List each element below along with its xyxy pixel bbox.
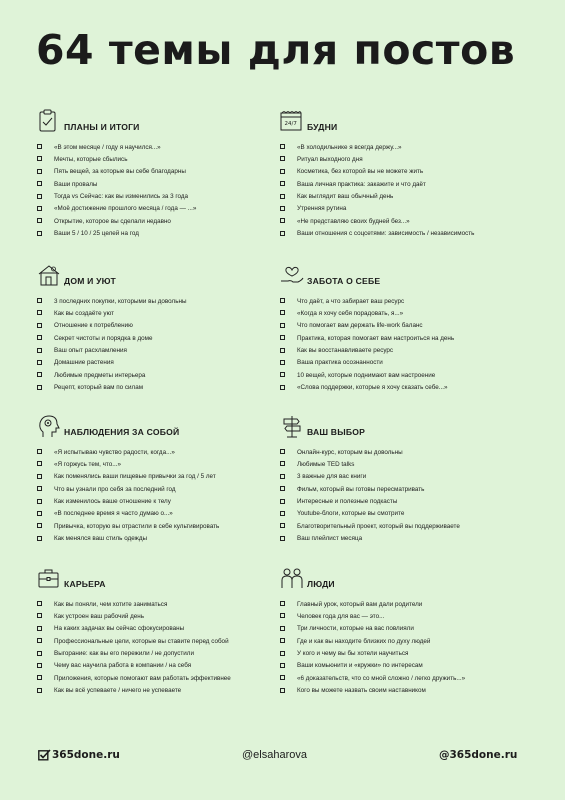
section-3 [37, 262, 287, 394]
topic-text: Любимые предметы интерьера [54, 371, 146, 379]
topic-text: Профессиональные цели, которые вы ставите перед собой [54, 637, 229, 645]
topic-text: Ваш плейлист месяца [297, 535, 363, 543]
topic-text: «Слова поддержки, которые я хочу сказать себе...» [297, 384, 448, 392]
checkbox[interactable] [280, 638, 285, 643]
section-7 [37, 565, 287, 697]
topic-text: Косметика, без которой вы не можете жить [297, 168, 424, 176]
checkbox[interactable] [280, 372, 285, 377]
topic-item [280, 191, 530, 203]
topic-item [280, 533, 530, 545]
topic-item [37, 228, 287, 240]
checkbox[interactable] [280, 169, 285, 174]
topic-item [280, 458, 530, 470]
topic-item [37, 672, 287, 684]
topic-text: Выгорание: как вы его пережили / не допустили [54, 650, 194, 658]
topic-item [280, 660, 530, 672]
topic-text: Ваша практика осознанности [297, 359, 383, 367]
topic-text: Человек года для вас — это... [297, 612, 385, 620]
checkbox[interactable] [37, 181, 42, 186]
topic-text: «В этом месяце / году я научился...» [54, 143, 161, 151]
topic-text: Как выглядит ваш обычный день [297, 193, 394, 201]
topic-item [280, 382, 530, 394]
checkbox[interactable] [37, 663, 42, 668]
topic-item [280, 295, 530, 307]
checkbox[interactable] [280, 218, 285, 223]
topic-item [280, 320, 530, 332]
topic-text: Где и как вы находите близких по духу людей [297, 637, 431, 645]
topic-text: 3 важные для вас книги [297, 473, 367, 481]
checkbox[interactable] [280, 385, 285, 390]
checkbox[interactable] [280, 675, 285, 680]
checkbox[interactable] [280, 181, 285, 186]
topic-text: Приложения, которые помогают вам работать эффективнее [54, 674, 231, 682]
topic-item [37, 648, 287, 660]
topic-item [280, 178, 530, 190]
topic-item [280, 166, 530, 178]
section-header [280, 108, 530, 138]
topic-item [280, 483, 530, 495]
topic-text: «Я испытываю чувство радости, когда...» [54, 448, 175, 456]
section-header [280, 262, 530, 292]
svg-text:24/7: 24/7 [284, 121, 297, 127]
topic-item [280, 141, 530, 153]
topic-text: Утренняя рутина [297, 205, 347, 213]
checkbox[interactable] [37, 385, 42, 390]
topic-item [280, 508, 530, 520]
topic-text: «Не представляю своих будней без...» [297, 217, 410, 225]
topic-text: Интересные и полезные подкасты [297, 498, 398, 506]
topic-text: Как вы поняли, чем хотите заниматься [54, 600, 168, 608]
topic-text: Любимые TED talks [297, 460, 355, 468]
head-gear-icon [37, 413, 61, 439]
topic-text: 3 последних покупки, которыми вы довольны [54, 297, 187, 305]
checkbox[interactable] [280, 499, 285, 504]
topic-text: «Моё достижение прошлого месяца / года — ...» [54, 205, 197, 213]
topic-item [280, 307, 530, 319]
section-1 [37, 108, 287, 240]
topic-item [37, 345, 287, 357]
checkbox[interactable] [280, 231, 285, 236]
section-title: БУДНИ [307, 122, 338, 132]
checkbox[interactable] [37, 511, 42, 516]
checkbox[interactable] [280, 449, 285, 454]
topic-text: Как изменилось ваше отношение к телу [54, 498, 171, 506]
section-title: ЗАБОТА О СЕБЕ [307, 276, 381, 286]
topic-text: Домашние растения [54, 359, 114, 367]
topic-item [37, 508, 287, 520]
checkbox[interactable] [280, 156, 285, 161]
checkbox[interactable] [37, 323, 42, 328]
topic-text: Как устроен ваш рабочий день [54, 612, 145, 620]
footer-site-logo [38, 749, 120, 761]
section-header [280, 413, 530, 443]
checkbox[interactable] [280, 298, 285, 303]
topic-text: Отношение к потреблению [54, 322, 133, 330]
section-6 [280, 413, 530, 545]
section-header [280, 565, 530, 595]
checkbox[interactable] [37, 638, 42, 643]
checkbox[interactable] [37, 372, 42, 377]
topic-text: Как поменялись ваши пищевые привычки за год / 5 лет [54, 473, 216, 481]
section-title: ЛЮДИ [307, 579, 335, 589]
topic-item [280, 598, 530, 610]
checkbox[interactable] [37, 144, 42, 149]
topic-text: Ваши 5 / 10 / 25 целей на год [54, 230, 139, 238]
topic-text: Пять вещей, за которые вы себе благодарны [54, 168, 186, 176]
section-title: НАБЛЮДЕНИЯ ЗА СОБОЙ [64, 427, 180, 437]
checkbox[interactable] [280, 536, 285, 541]
topic-item [37, 635, 287, 647]
checkbox[interactable] [280, 461, 285, 466]
topic-item [280, 471, 530, 483]
topic-item [37, 382, 287, 394]
topic-item [280, 610, 530, 622]
topic-item [37, 307, 287, 319]
people-icon [280, 565, 304, 591]
topic-text: 10 вещей, которые поднимают вам настроение [297, 371, 436, 379]
topic-item [280, 345, 530, 357]
topic-item [280, 203, 530, 215]
topic-item [37, 153, 287, 165]
checkbox[interactable] [280, 360, 285, 365]
checkbox[interactable] [280, 323, 285, 328]
clipboard-icon [37, 108, 61, 134]
house-icon [37, 262, 61, 288]
topic-text: У кого и чему вы бы хотели научиться [297, 650, 409, 658]
topic-item [280, 215, 530, 227]
checkbox[interactable] [37, 310, 42, 315]
checkbox[interactable] [280, 511, 285, 516]
checkbox[interactable] [280, 194, 285, 199]
topic-text: Как менялся ваш стиль одежды [54, 535, 148, 543]
topic-text: Практика, которая помогает вам настроиться на день [297, 334, 455, 342]
topic-text: Три личности, которые на вас повлияли [297, 625, 414, 633]
topic-text: «В холодильнике я всегда держу...» [297, 143, 402, 151]
checkbox[interactable] [37, 675, 42, 680]
topic-item [37, 203, 287, 215]
checkbox[interactable] [37, 601, 42, 606]
topic-text: На каких задачах вы сейчас сфокусированы [54, 625, 185, 633]
section-8 [280, 565, 530, 697]
topic-item [280, 446, 530, 458]
topic-item [37, 369, 287, 381]
topic-item [37, 446, 287, 458]
checkbox[interactable] [280, 688, 285, 693]
topic-text: Как вы восстанавливаете ресурс [297, 347, 394, 355]
topic-item [37, 191, 287, 203]
topic-item [37, 178, 287, 190]
checkbox[interactable] [37, 486, 42, 491]
topic-list [37, 295, 287, 394]
checkbox[interactable] [280, 626, 285, 631]
topic-text: Как вы создаёте уют [54, 309, 115, 317]
topic-text: Что даёт, а что забирает ваш ресурс [297, 297, 405, 305]
topic-list [37, 446, 287, 545]
topic-text: Открытие, которое вы сделали недавно [54, 217, 171, 225]
checkbox[interactable] [37, 348, 42, 353]
topic-text: Фильм, который вы готовы пересматривать [297, 485, 425, 493]
topic-list [280, 446, 530, 545]
footer-handle-site: @365done.ru [439, 749, 518, 761]
topic-item [280, 520, 530, 532]
topic-text: Что помогает вам держать life-work баланс [297, 322, 423, 330]
topic-item [280, 332, 530, 344]
topic-text: Youtube-блоги, которые вы смотрите [297, 510, 405, 518]
section-header [37, 108, 287, 138]
topic-item [37, 215, 287, 227]
checkbox[interactable] [37, 206, 42, 211]
checkbox[interactable] [37, 218, 42, 223]
calendar-icon [280, 108, 304, 134]
heart-hand-icon [280, 262, 304, 288]
topic-text: Ваши отношения с соцсетями: зависимость / независимость [297, 230, 475, 238]
checkbox[interactable] [280, 613, 285, 618]
checkbox[interactable] [37, 461, 42, 466]
checkbox[interactable] [280, 601, 285, 606]
checkbox[interactable] [37, 499, 42, 504]
section-2 [280, 108, 530, 240]
topic-text: Ваши провалы [54, 180, 98, 188]
topic-text: Ритуал выходного дня [297, 155, 363, 163]
topic-list [280, 141, 530, 240]
topic-item [37, 320, 287, 332]
topic-item [37, 295, 287, 307]
topic-item [280, 672, 530, 684]
topic-item [280, 648, 530, 660]
section-5 [37, 413, 287, 545]
checkbox[interactable] [37, 613, 42, 618]
checkbox[interactable] [280, 335, 285, 340]
topic-list [37, 598, 287, 697]
topic-text: Онлайн-курс, которым вы довольны [297, 448, 403, 456]
briefcase-icon [37, 565, 61, 591]
topic-item [280, 685, 530, 697]
checkbox[interactable] [37, 231, 42, 236]
topic-item [37, 458, 287, 470]
section-title: ДОМ И УЮТ [64, 276, 116, 286]
topic-item [37, 610, 287, 622]
section-header [37, 565, 287, 595]
checkbox[interactable] [280, 206, 285, 211]
topic-text: Рецепт, который вам по силам [54, 384, 144, 392]
checkbox[interactable] [37, 156, 42, 161]
section-title: КАРЬЕРА [64, 579, 106, 589]
checkbox[interactable] [37, 651, 42, 656]
checkbox[interactable] [37, 449, 42, 454]
topic-item [37, 496, 287, 508]
section-4 [280, 262, 530, 394]
topic-list [37, 141, 287, 240]
topic-text: Благотворительный проект, который вы поддерживаете [297, 522, 460, 530]
page-title: 64 темы для постов [36, 26, 516, 74]
topic-item [37, 685, 287, 697]
checkbox[interactable] [280, 310, 285, 315]
checkbox[interactable] [37, 169, 42, 174]
checkbox[interactable] [37, 626, 42, 631]
checkbox[interactable] [280, 144, 285, 149]
topic-text: Ваши комьюнити и «кружки» по интересам [297, 662, 423, 670]
checkbox[interactable] [37, 523, 42, 528]
checkbox[interactable] [280, 486, 285, 491]
checkbox[interactable] [37, 688, 42, 693]
topic-item [37, 471, 287, 483]
topic-text: «Когда я хочу себя порадовать, я...» [297, 309, 404, 317]
topic-text: Ваш опыт расхламления [54, 347, 127, 355]
checkbox[interactable] [280, 474, 285, 479]
checkbox[interactable] [37, 474, 42, 479]
topic-item [280, 228, 530, 240]
topic-text: Чему вас научила работа в компании / на себя [54, 662, 192, 670]
topic-item [37, 533, 287, 545]
topic-text: Как вы всё успеваете / ничего не успеваете [54, 687, 182, 695]
topic-item [37, 598, 287, 610]
section-title: ПЛАНЫ И ИТОГИ [64, 122, 140, 132]
topic-text: «В последнее время я часто думаю о...» [54, 510, 173, 518]
topic-text: Ваша личная практика: закажите и что даёт [297, 180, 426, 188]
topic-item [37, 520, 287, 532]
topic-item [37, 166, 287, 178]
checkbox[interactable] [280, 523, 285, 528]
topic-item [37, 660, 287, 672]
checkbox[interactable] [37, 194, 42, 199]
topic-item [37, 483, 287, 495]
topic-text: Мечты, которые сбылись [54, 155, 128, 163]
topic-text: «6 доказательств, что со мной сложно / легко дружить...» [297, 674, 466, 682]
topic-text: Что вы узнали про себя за последний год [54, 485, 176, 493]
checkbox[interactable] [280, 651, 285, 656]
section-header [37, 413, 287, 443]
checkbox[interactable] [280, 663, 285, 668]
footer-site: 365done.ru [52, 749, 120, 761]
section-header [37, 262, 287, 292]
topic-text: Секрет чистоты и порядка в доме [54, 334, 153, 342]
checkbox[interactable] [37, 536, 42, 541]
check-box-logo-icon [38, 749, 51, 761]
topic-text: Тогда vs Сейчас: как вы изменились за 3 года [54, 193, 189, 201]
checkbox[interactable] [37, 298, 42, 303]
topic-text: Кого вы можете назвать своим наставником [297, 687, 426, 695]
topic-item [37, 332, 287, 344]
topic-item [280, 635, 530, 647]
footer-handle: @elsaharova [242, 749, 307, 761]
topic-item [280, 369, 530, 381]
checkbox[interactable] [37, 335, 42, 340]
checkbox[interactable] [37, 360, 42, 365]
topic-text: Главный урок, который вам дали родители [297, 600, 423, 608]
topic-list [280, 598, 530, 697]
topic-item [280, 357, 530, 369]
topic-item [280, 153, 530, 165]
topic-text: «Я горжусь тем, что...» [54, 460, 121, 468]
section-title: ВАШ ВЫБОР [307, 427, 366, 437]
checkbox[interactable] [280, 348, 285, 353]
topic-item [37, 623, 287, 635]
topic-item [280, 496, 530, 508]
signpost-icon [280, 413, 304, 439]
topic-list [280, 295, 530, 394]
topic-item [37, 141, 287, 153]
topic-item [37, 357, 287, 369]
topic-item [280, 623, 530, 635]
topic-text: Привычка, которую вы отрастили в себе культивировать [54, 522, 220, 530]
